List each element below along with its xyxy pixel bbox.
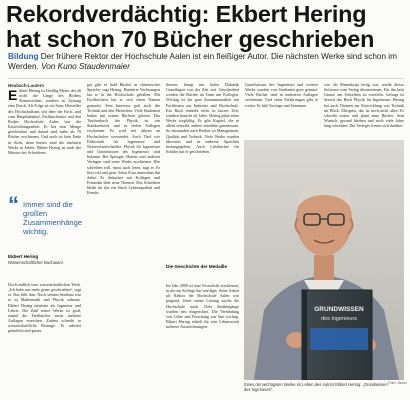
pull-quote: Immer sind die großen Zusammenhänge wichtig. xyxy=(23,200,83,236)
body-column-4 xyxy=(245,82,318,140)
subline-text: Der frühere Rektor der Hochschule Aalen ist ein fleißiger Autor. Die nächsten Werke sind schon im Werden. xyxy=(8,52,397,71)
subline xyxy=(8,52,404,72)
body-text-2: gar gibt es bald Bücher in chinesischer Sprache, sagt Hering. Hunderte Vorlesungen hat er in der Hochschule gehalten. Mit Fachbüchern hat er sich einen Namen gemacht. Sein Interesse galt auch der Technik und den Menschen. Viele Studenten haben mit seinen Büchern gelernt. Das Taschenbuch der Physik ist ein Standardwerk und in vielen Auflagen erschienen. Es wird seit Jahren an Hochschulen verwendet. Auch Titel wie Elektronik für Ingenieure und Naturwissenschaftler, Physik für Ingenieure und Grundwissen des Ingenieurs sind bekannt. Bei Springer, Hanser und anderen Verlagen sind seine Werke erschienen. Wer schreiben will, muss auch lesen, sagt er. Er liest viel und gern. Seine Frau unterstützt ihn dabei. Er diskutiert mit Kollegen und Freunden über neue Themen. Das Schreiben bleibt für ihn ein Stück Lebensqualität und Freude. xyxy=(87,82,160,196)
body-column-1 xyxy=(8,88,81,191)
subheading: Die Geschichte der Medaille xyxy=(166,264,228,269)
book-title-line-2: des Ingenieurs xyxy=(320,316,358,322)
photo-caption: Eines der wichtigsten Werke im Leben des Autors Ekbert Hering: „Grundwissen des Ingenieurs“. xyxy=(244,382,388,392)
body-text-1: kbert Hering ist Dreißig Meter, der ab nicht die Länge des Bodens Kennzeichnet, sondern ist Zeitung eine Druck. Als Folge ist ein Sinn, Hersteller des Hochschulbaus seit über die Fach...und vom Hauptbahnhof, Fachbuchautor und den Boden Hochschule Aalen war die Entwicklungsarbeit. Er hat eine Menge geschrieben und darauf sind mehr als 70 Bücher erschienen. Und noch ist kein Ende in Sicht, denn bereits sind die nächsten Werke in Arbeit. Ekbert Hering ist nach der Meister des Schreibens. xyxy=(8,88,81,155)
body-text-5: wie, als Manuskript fertig war, wurde dieses Software vom Verlag übernommen. Für ihn kein Grund, am Schreiben zu zweifeln. Gefragt ist derzeit das Buch Physik für Ingenieure. Hering hat auch Themen zur Entwicklung von Technik im Blick. Übrigens, das ist noch nicht alles: Er schreibt weiter und plant neue Bücher. Sein Wunsch: gesund bleiben und noch viele Jahre lang schreiben. Die Verleger freuen sich darüber. xyxy=(324,82,404,129)
quote-name: Ekbert Hering xyxy=(8,254,39,259)
divider xyxy=(8,78,404,79)
kicker: Bildung xyxy=(8,52,39,61)
dropcap: E xyxy=(8,88,18,103)
body-column-3b xyxy=(166,283,239,393)
dateline: Heubach-Lautern xyxy=(8,83,45,88)
quote-role: Wissenschaftlicher Buchautor xyxy=(8,260,64,265)
body-text-1b: Doch endlich vom wissenschaftlichen Werk. „Ich habe nur mehr gerne geschrieben“, sagt er. Das hilft ihm. Nach seinem Studium war er in Mathematik und Physik zuhause. Ekbert Hering arbeitete als Ingenieur und Lehrer. Die Zahl seiner Werke ist groß, zumal die Fachbücher meist mehrere Auflagen erreichen. Zudem schreibt er wissenschaftliche Beiträge. Er arbeitet gründlich und genau. xyxy=(8,282,81,334)
body-column-3 xyxy=(166,82,239,262)
article-photo xyxy=(244,140,404,380)
body-text-3: theorie, bringt mit hoher Didaktik Grundlagen von der Zeit mit. Geschrieben werden die Bücher im Team mit Kollegen. Wichtig ist die gute Zusammenarbeit mit Fachleuten aus Industrie und Hochschule. Ein Buch entsteht nicht in kurzer Zeit, sondern braucht oft Jahre. Hering plant seine Werke sorgfältig. Es gibt Kapitel, die er allein schreibt, andere entstehen gemeinsam. So entstanden auch Bücher zu Management, Qualität und Technik. Viele Werke wurden übersetzt und in mehrere Sprachen herausgegeben. Auch Lehrbücher für Schüler hat er geschrieben. xyxy=(166,82,239,155)
book-title-line-1: GRUNDWISSEN xyxy=(314,306,364,313)
body-text-4: Grundwissen des Ingenieurs und weitere Werke wurden von Studenten gern genutzt. Viele Bücher sind in mehreren Auflagen erschienen. Und seine Erfahrungen gibt er weiter. Er hält Vorträge und Seminare. xyxy=(245,82,318,108)
body-column-1b xyxy=(8,282,81,393)
byline: Von Kuno Staudenmaier xyxy=(41,62,130,71)
photo-illustration xyxy=(244,140,404,380)
headline: Rekordverdächtig: Ekbert Hering hat schon 70 Bücher geschrieben xyxy=(6,1,375,52)
photo-credit: Foto: Kuno xyxy=(388,381,407,385)
body-column-2 xyxy=(87,82,160,393)
quote-mark-icon: “ xyxy=(8,192,19,217)
body-text-3b: Im Jahr 2000 ist eine Festschrift erschienen, in der ein Kollege ihn würdigte. Seine Arbeit als Rektor der Hochschule Aalen war prägend. Unter seiner Leitung wuchs die Hochschule stark. Viele Studiengänge wurden neu eingerichtet. Die Verbindung von Lehre und Forschung war ihm wichtig. Ekbert Hering erhielt für sein Lebenswerk mehrere Auszeichnungen. xyxy=(166,283,239,330)
